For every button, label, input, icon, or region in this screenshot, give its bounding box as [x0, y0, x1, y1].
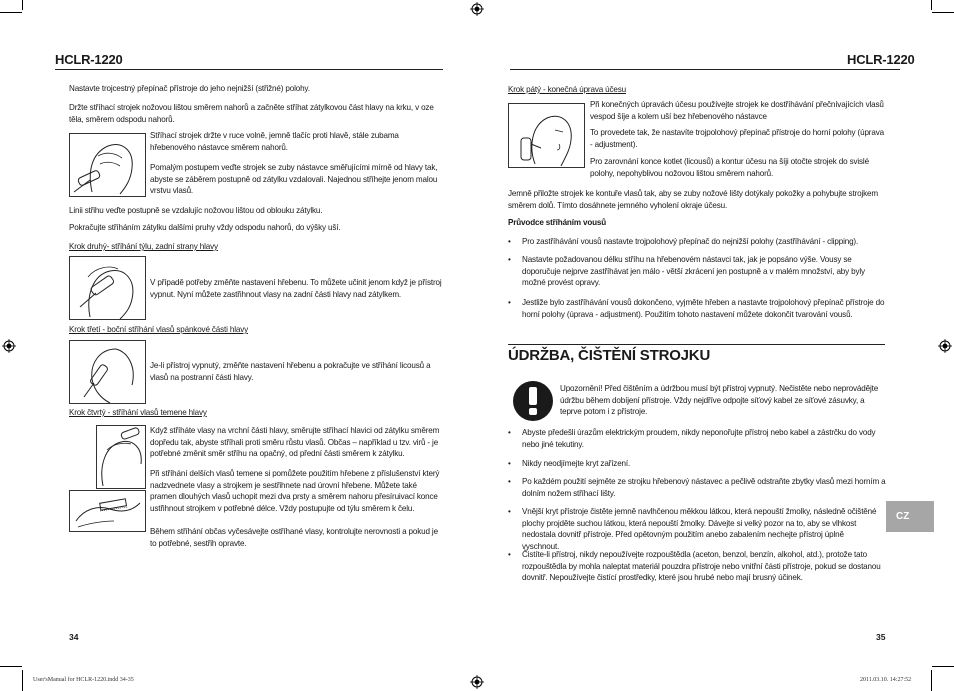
list-item: • Pro zastříhávání vousů nastavte trojpolohový přepínač do nejnižší polohy (zastříhávání - clipping). — [508, 236, 888, 248]
crop-mark — [932, 666, 954, 667]
header-rule-left — [55, 69, 443, 70]
paragraph: Pro zarovnání konce kotlet (licousů) a kontur účesu na šíji otočte strojek do svislé polohy, nepohyblivou nožovou lištou směrem nahorů. — [590, 157, 869, 178]
step-title: Krok pátý - konečná úprava účesu — [508, 85, 627, 94]
paragraph: Linii střihu veďte postupně se vzdalujíc nožovou lištou od oblouku zátylku. — [69, 206, 323, 215]
list-item: • Po každém použití sejměte ze strojku hřebenový nástavec a pečlivě odstraňte zbytky vlasů mezi horním a dolním nožem stříhací lišty. — [508, 476, 888, 500]
list-item-text: Čistíte-li přístroj, nikdy nepoužívejte rozpouštědla (aceton, benzol, benzín, alkohol, atd.), protože tato rozpouštědla by mohla naleptat materiál pouzdra přístroje nebo vnitřní části přístroje, pokud se dostanou dovnitř. Nepoužívejte čistící prostředky, které jsou hrubé nebo mají brusný účinek. — [522, 550, 881, 583]
paragraph: Jemně přiložte strojek ke kontuře vlasů tak, aby se zuby nožové lišty dotýkaly pokožky a pohybujte strojkem směrem dolů. Tímto dosáhnete jemného vyholení okraje účesu. — [508, 189, 878, 210]
crop-mark — [931, 670, 932, 691]
crop-mark — [0, 12, 22, 13]
paragraph: Když stříháte vlasy na vrchní části hlavy, směrujte stříhací hlavici od zátylku směrem dopředu tak, abyste stříhali proti směru růstu vlasů. Občas – například u tzv. virů - je potřebné změnit směr stříhu na opačný, od přední části směrem k zátylku. — [150, 426, 440, 459]
paragraph: Stříhací strojek držte v ruce volně, jemně tlačíc proti hlavě, stále zubama hřebenového nástavce směrem nahorů. — [150, 131, 399, 152]
list-item-text: Pro zastříhávání vousů nastavte trojpolohový přepínač do nejnižší polohy (zastříhávání - clipping). — [522, 237, 859, 246]
illustration-neck-trim — [69, 133, 146, 197]
paragraph: Držte stříhací strojek nožovou lištou směrem nahorů a začněte stříhat zátylkovou část hlavy na krku, v oze těla, směrem odspodu nahorů. — [69, 103, 434, 124]
paragraph: To provedete tak, že nastavíte trojpolohový přepínač přístroje do horní polohy (úprava - adjustment). — [590, 128, 884, 149]
section-subtitle: Průvodce stříháním vousů — [508, 218, 607, 227]
registration-mark-icon — [2, 339, 16, 353]
crop-mark — [932, 12, 954, 13]
paragraph: Pokračujte stříháním zátylku dalšími pruhy vždy odspodu nahorů, do výšky uší. — [69, 223, 341, 232]
page-number-right: 35 — [876, 632, 886, 642]
list-item: • Nikdy neodjímejte kryt zařízení. — [508, 458, 888, 470]
exclamation-warning-icon — [512, 380, 554, 422]
crop-mark — [931, 0, 932, 10]
step-title: Krok třetí - boční stříhání vlasů spánkové části hlavy — [69, 325, 249, 334]
list-item-text: Abyste předešli úrazům elektrickým proudem, nikdy neponořujte přístroj nebo kabel a zástrčku do vody nebo jiné tekutiny. — [522, 428, 876, 449]
paragraph: V případě potřeby změňte nastavení hřebenu. To můžete učinit jenom když je přístroj vypnut. Nyní můžete zastřihnout vlasy na zadní části hlavy nad zátylkem. — [150, 278, 442, 299]
paragraph: Při konečných úpravách účesu používejte strojek ke dostříhávání přečnívajících vlasů vespod šíje a kolem uší bez hřebenového nástavce — [590, 100, 884, 121]
step-title: Krok druhý- stříhání týlu, zadní strany hlavy — [69, 242, 218, 251]
list-item: • Jestliže bylo zastříhávání vousů dokončeno, vyjměte hřeben a nastavte trojpolohový přepínač přístroje do horní polohy (úprava - adjustment). Použitím tohoto nastavení můžete dokončit tvarování vousů. — [508, 297, 888, 321]
language-tab: CZ — [886, 501, 934, 532]
paragraph: Nastavte trojcestný přepínač přístroje do jeho nejnižší (střižné) polohy. — [69, 84, 310, 93]
list-item-text: Vnější kryt přístroje čistěte jemně navlhčenou měkkou látkou, která nepouští žmolky, následně očištěné plochy projděte suchou látkou, která nepouští žmolky. Dávejte si velký pozor na to, aby se vlhkost nedostala dovnitř přístroje. Před opětovným použitím anebo zabalením nechejte přístroj úplně vyschnout. — [522, 507, 877, 551]
illustration-side-of-head — [69, 340, 146, 404]
warning-text: Upozornění! Před čištěním a údržbou musí být přístroj vypnutý. Nečistěte nebo neprovádějte údržbu během dobíjení přístroje. Vždy nejdříve odpojte síťový kabel ze síťové zásuvky, a teprve potom i z přístroje. — [560, 384, 879, 417]
list-item: • Vnější kryt přístroje čistěte jemně navlhčenou měkkou látkou, která nepouští žmolky, následně očištěné plochy projděte suchou látkou, která nepouští žmolky. Dávejte si velký pozor na to, aby se vlhkost nedostala dovnitř přístroje. Před opětovným použitím anebo zabalením nechejte přístroj úplně vyschnout. — [508, 506, 883, 542]
illustration-top-of-head — [96, 425, 146, 489]
paragraph: Během stříhání občas vyčesávejte ostříhané vlasy, kontrolujte nerovnosti a pokud je to potřebné, sestřih opravte. — [150, 527, 438, 548]
model-header-left: HCLR-1220 — [55, 52, 123, 67]
section-title: ÚDRŽBA, ČIŠTĚNÍ STROJKU — [508, 347, 711, 364]
illustration-back-of-head — [69, 256, 146, 320]
crop-mark — [0, 666, 22, 667]
header-rule-right — [510, 69, 900, 70]
crop-mark — [22, 670, 23, 691]
crop-mark — [22, 0, 23, 10]
list-item-text: Jestliže bylo zastříhávání vousů dokončeno, vyjměte hřeben a nastavte trojpolohový přepínač přístroje do horní polohy (úprava - adjustment). Použitím tohoto nastavení můžete dokončit tvarování vousů. — [522, 298, 885, 319]
page-number-left: 34 — [69, 632, 79, 642]
list-item: • Čistíte-li přístroj, nikdy nepoužívejte rozpouštědla (aceton, benzol, benzín, alkohol, atd.), protože tato rozpouštědla by mohla naleptat materiál pouzdra přístroje nebo vnitřní části přístroje, pokud se dostanou dovnitř. Nepoužívejte čistící prostředky, které jsou hrubé nebo mají brusný účinek. — [508, 549, 888, 585]
registration-mark-icon — [470, 675, 484, 689]
illustration-comb-technique — [69, 490, 146, 532]
illustration-final-touch — [508, 103, 585, 168]
list-item-text: Po každém použití sejměte ze strojku hřebenový nástavec a pečlivě odstraňte zbytky vlasů mezi horním a dolním nožem stříhací lišty. — [522, 477, 886, 498]
step-title: Krok čtvrtý - stříhání vlasů temene hlavy — [69, 408, 207, 417]
section-rule — [508, 344, 885, 345]
paragraph: Pomalým postupem veďte strojek se zuby nástavce směřujícími mírně od hlavy tak, abyste se záběrem postupně od zátylku vzdalovali. Najednou stříhejte jenom malou vrstvu vlasů. — [150, 163, 438, 196]
list-item-text: Nastavte požadovanou délku stříhu na hřebenovém nástavci tak, jak je popsáno výše. Vousy se doporučuje nejprve zastříhávat jen málo - větší zkrácení jen postupně a v malém množství, aby byly možné provést opravy. — [522, 255, 865, 288]
slug-file: User'sManual for HCLR-1220.indd 34-35 — [33, 677, 134, 683]
registration-mark-icon — [470, 2, 484, 16]
model-header-right: HCLR-1220 — [847, 52, 915, 67]
paragraph: Je-li přístroj vypnutý, změňte nastavení hřebenu a pokračujte ve stříhání licousů a vlasů na postranní části hlavy. — [150, 361, 431, 382]
list-item: • Nastavte požadovanou délku stříhu na hřebenovém nástavci tak, jak je popsáno výše. Vousy se doporučuje nejprve zastříhávat jen málo - větší zkrácení jen postupně a v malém množství, aby byly možné provést opravy. — [508, 254, 888, 290]
paragraph: Při stříhání delších vlasů temene si pomůžete použitím hřebene z příslušenství který nadzvednete vlasy a strojkem je sestřihnete nad úrovní hřebene. Můžete také pramen dlouhých vlasů uchopit mezi dva prsty a směrem nahoru přesíruivací konce ustřihnout strojkem v potřebné délce. Vždy postupujte od týlu směrem k čelu. — [150, 469, 440, 513]
registration-mark-icon — [938, 339, 952, 353]
list-item: • Abyste předešli úrazům elektrickým proudem, nikdy neponořujte přístroj nebo kabel a zástrčku do vody nebo jiné tekutiny. — [508, 427, 888, 451]
list-item-text: Nikdy neodjímejte kryt zařízení. — [522, 459, 631, 468]
slug-date: 2011.03.10. 14:27:52 — [860, 677, 912, 683]
